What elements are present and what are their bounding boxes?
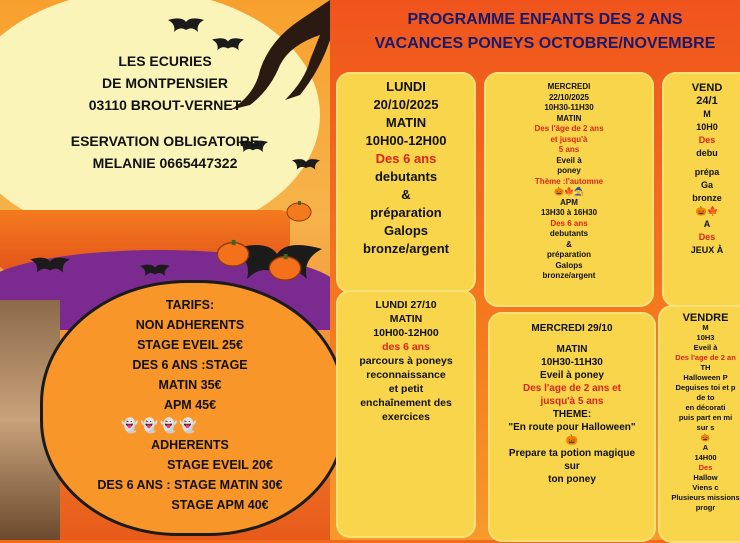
tarifs-line: APM 45€ xyxy=(163,398,217,412)
tarifs-line: DES 6 ANS :STAGE xyxy=(132,358,248,372)
card-time: 10H30-11H30 xyxy=(544,103,594,112)
card-theme: "En route pour Halloween" xyxy=(508,422,636,433)
card-text: de to xyxy=(696,393,715,402)
pumpkin-icon: 🎃🍁🧙 xyxy=(554,187,584,196)
card-day: VEND xyxy=(691,82,723,94)
card-age: et jusqu'à xyxy=(550,134,588,144)
card-age: jusqu'à 5 ans xyxy=(540,396,604,407)
card-spacer xyxy=(488,335,656,343)
card-vendredi-31 xyxy=(658,305,740,543)
pumpkin-icon xyxy=(268,252,302,282)
card-date: 24/1 xyxy=(696,95,718,107)
card-age: 5 ans xyxy=(558,145,580,154)
card-text: Ga xyxy=(700,180,713,190)
card-text: debutants xyxy=(374,169,438,184)
card-text: Eveil à poney xyxy=(540,370,604,381)
card-text: sur s xyxy=(696,423,715,432)
title-line: VACANCES PONEYS OCTOBRE/NOVEMBRE xyxy=(374,35,716,52)
card-text: MATIN xyxy=(389,313,423,325)
card-text: MATIN xyxy=(556,113,582,123)
tarifs-line: MATIN 35€ xyxy=(158,378,222,392)
card-text: Plusieurs missions xyxy=(671,493,740,502)
card-text: APM xyxy=(560,197,578,207)
card-text: bronze xyxy=(692,193,722,203)
card-text: bronze/argent xyxy=(542,271,596,280)
card-text: A xyxy=(702,443,709,452)
card-text: préparation xyxy=(370,205,442,220)
card-text: Eveil à xyxy=(556,155,582,165)
card-text: bronze/argent xyxy=(363,241,449,256)
card-age: Des xyxy=(698,463,713,472)
card-day: MERCREDI xyxy=(547,82,591,91)
pumpkin-icon xyxy=(216,238,250,268)
card-age: Des 6 ans xyxy=(375,151,437,166)
tarifs-line: NON ADHERENTS xyxy=(135,318,245,332)
ghost-icon: 👻👻👻👻 xyxy=(121,417,199,433)
card-text: Deguises toi et p xyxy=(675,383,736,392)
card-text: debutants xyxy=(549,229,589,238)
card-text: & xyxy=(566,239,572,249)
card-text: Viens c xyxy=(692,483,719,492)
tarifs-block xyxy=(40,295,340,515)
tarifs-line: DES 6 ANS : STAGE MATIN 30€ xyxy=(97,478,283,492)
bat-icon xyxy=(168,16,204,36)
contact-block xyxy=(0,50,330,174)
card-time: 10H00-12H00 xyxy=(365,133,447,148)
card-time: 13H30 à 16H30 xyxy=(540,208,598,217)
card-lundi-27 xyxy=(336,290,476,538)
card-age: Des xyxy=(698,232,716,242)
card-text: puis part en mi xyxy=(678,413,733,422)
card-text: préparation xyxy=(546,250,591,259)
bat-icon xyxy=(30,255,70,277)
pumpkin-icon: 🎃🍁 xyxy=(695,206,719,216)
card-text: JEUX À xyxy=(690,245,724,255)
tarifs-title: TARIFS: xyxy=(165,298,215,312)
card-lundi-20 xyxy=(336,72,476,293)
contact-address: 03110 BROUT-VERNET xyxy=(88,97,242,113)
card-text: progr xyxy=(695,503,716,512)
card-age: Des l'age de 2 an xyxy=(675,353,736,362)
card-text: reconnaissance xyxy=(366,369,446,381)
contact-phone: MELANIE 0665447322 xyxy=(92,155,238,171)
card-time: 10H00-12H00 xyxy=(373,327,439,339)
card-age: Des l'age de 2 ans et xyxy=(523,383,621,394)
card-time: 10H0 xyxy=(696,122,718,132)
card-text: exercices xyxy=(382,411,430,423)
card-theme: Thème :l'automne xyxy=(534,176,604,186)
page-title xyxy=(330,8,740,56)
card-day: LUNDI xyxy=(386,79,426,94)
card-text: parcours à poneys xyxy=(359,355,453,367)
card-age: Des l'âge de 2 ans xyxy=(534,124,604,133)
card-text: prépa xyxy=(694,167,720,177)
card-mercredi-22 xyxy=(484,72,654,307)
tarifs-line: STAGE APM 40€ xyxy=(171,498,269,512)
card-text: M xyxy=(702,323,709,332)
card-time: 10H3 xyxy=(696,333,715,342)
card-text: & xyxy=(401,187,411,202)
contact-line: DE MONTPENSIER xyxy=(101,75,228,91)
card-vendredi-24 xyxy=(662,72,740,307)
card-text: et petit xyxy=(388,383,424,395)
card-theme: Halloween P xyxy=(683,373,728,382)
card-text: ton poney xyxy=(548,474,596,485)
card-text: A xyxy=(703,219,711,229)
tarifs-line: STAGE EVEIL 25€ xyxy=(137,338,243,352)
card-age: des 6 ans xyxy=(382,341,430,353)
card-text: TH xyxy=(700,363,711,372)
tarifs-line: STAGE EVEIL 20€ xyxy=(167,458,273,472)
card-mercredi-29 xyxy=(488,312,656,542)
pumpkin-icon: 🎃 xyxy=(565,435,579,446)
card-text: Galops xyxy=(383,223,429,238)
card-text: Prepare ta potion magique xyxy=(508,448,636,459)
card-text: Hallow xyxy=(693,473,718,482)
card-time: 14H00 xyxy=(694,453,717,462)
pumpkin-icon: 🎃 xyxy=(700,433,711,442)
card-text: en décorati xyxy=(685,403,726,412)
card-age: Des xyxy=(698,135,716,145)
card-text: MATIN xyxy=(385,115,427,130)
contact-line: LES ECURIES xyxy=(118,53,212,69)
card-date: 22/10/2025 xyxy=(548,92,590,102)
card-text: Galops xyxy=(555,260,583,270)
card-day: VENDRE xyxy=(682,312,729,324)
card-text: enchaînement des xyxy=(360,397,452,409)
pumpkin-icon xyxy=(286,200,312,222)
card-date: 20/10/2025 xyxy=(373,97,439,112)
card-day: LUNDI 27/10 xyxy=(375,299,437,311)
card-age: Des 6 ans xyxy=(550,218,588,228)
title-line: PROGRAMME ENFANTS DES 2 ANS xyxy=(407,11,683,28)
card-text: sur xyxy=(564,461,580,472)
card-text: MATIN xyxy=(556,344,588,355)
card-text: debu xyxy=(696,148,718,158)
card-time: 10H30-11H30 xyxy=(541,357,603,368)
card-text: M xyxy=(703,109,711,119)
bat-icon xyxy=(140,262,170,280)
card-text: Eveil à xyxy=(693,343,718,352)
tarifs-line: ADHERENTS xyxy=(151,438,229,452)
card-text: poney xyxy=(557,166,581,175)
card-text: THEME: xyxy=(552,409,592,420)
contact-spacer xyxy=(0,116,330,130)
card-day: MERCREDI 29/10 xyxy=(531,323,613,334)
contact-reservation: ESERVATION OBLIGATOIRE xyxy=(70,133,260,149)
